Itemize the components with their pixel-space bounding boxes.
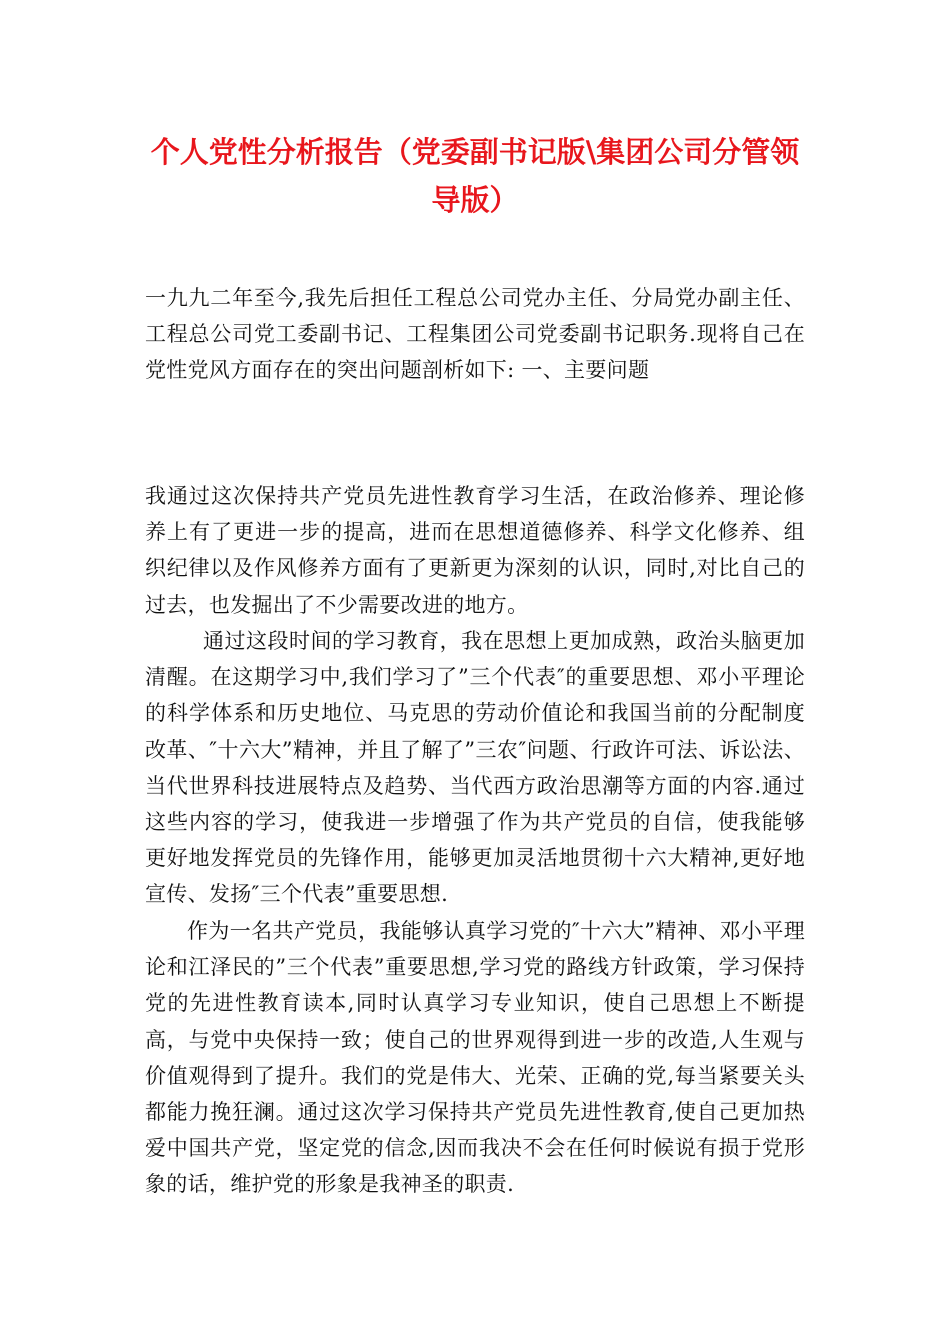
- paragraph-intro: 一九九二年至今,我先后担任工程总公司党办主任、分局党办副主任、工程总公司党工委副书记、工程集团公司党委副书记职务.现将自己在党性党风方面存在的突出问题剖析如下: 一、主要问题: [145, 286, 805, 383]
- paragraph-study-summary: 我通过这次保持共产党员先进性教育学习生活，在政治修养、理论修养上有了更进一步的提高，进而在思想道德修养、科学文化修养、组织纪律以及作风修养方面有了更新更为深刻的认识，同时,对比自己的过去，也发掘出了不少需要改进的地方。: [145, 484, 805, 617]
- paragraph-thought-progress: 通过这段时间的学习教育，我在思想上更加成熟，政治头脑更加清醒。在这期学习中,我们学习了”三个代表″的重要思想、邓小平理论的科学体系和历史地位、马克思的劳动价值论和我国当前的分配制度改革、″十六大”精神，并且了解了”三农″问题、行政许可法、诉讼法、当代世界科技进展特点及趋势、当代西方政治思潮等方面的内容.通过这些内容的学习，使我进一步增强了作为共产党员的自信，使我能够更好地发挥党员的先锋作用，能够更加灵活地贯彻十六大精神,更好地宣传、发扬″三个代表”重要思想.: [145, 629, 805, 907]
- document-title: 个人党性分析报告（党委副书记版\集团公司分管领导版）: [150, 135, 800, 217]
- paragraph-party-member: 作为一名共产党员，我能够认真学习党的″十六大”精神、邓小平理论和江泽民的”三个代表”重要思想,学习党的路线方针政策，学习保持党的先进性教育读本,同时认真学习专业知识，使自己思想上不断提高，与党中央保持一致；使自己的世界观得到进一步的改造,人生观与价值观得到了提升。我们的党是伟大、光荣、正确的党,每当紧要关头都能力挽狂澜。通过这次学习保持共产党员先进性教育,使自己更加热爱中国共产党，坚定党的信念,因而我决不会在任何时候说有损于党形象的话，维护党的形象是我神圣的职责.: [145, 919, 805, 1197]
